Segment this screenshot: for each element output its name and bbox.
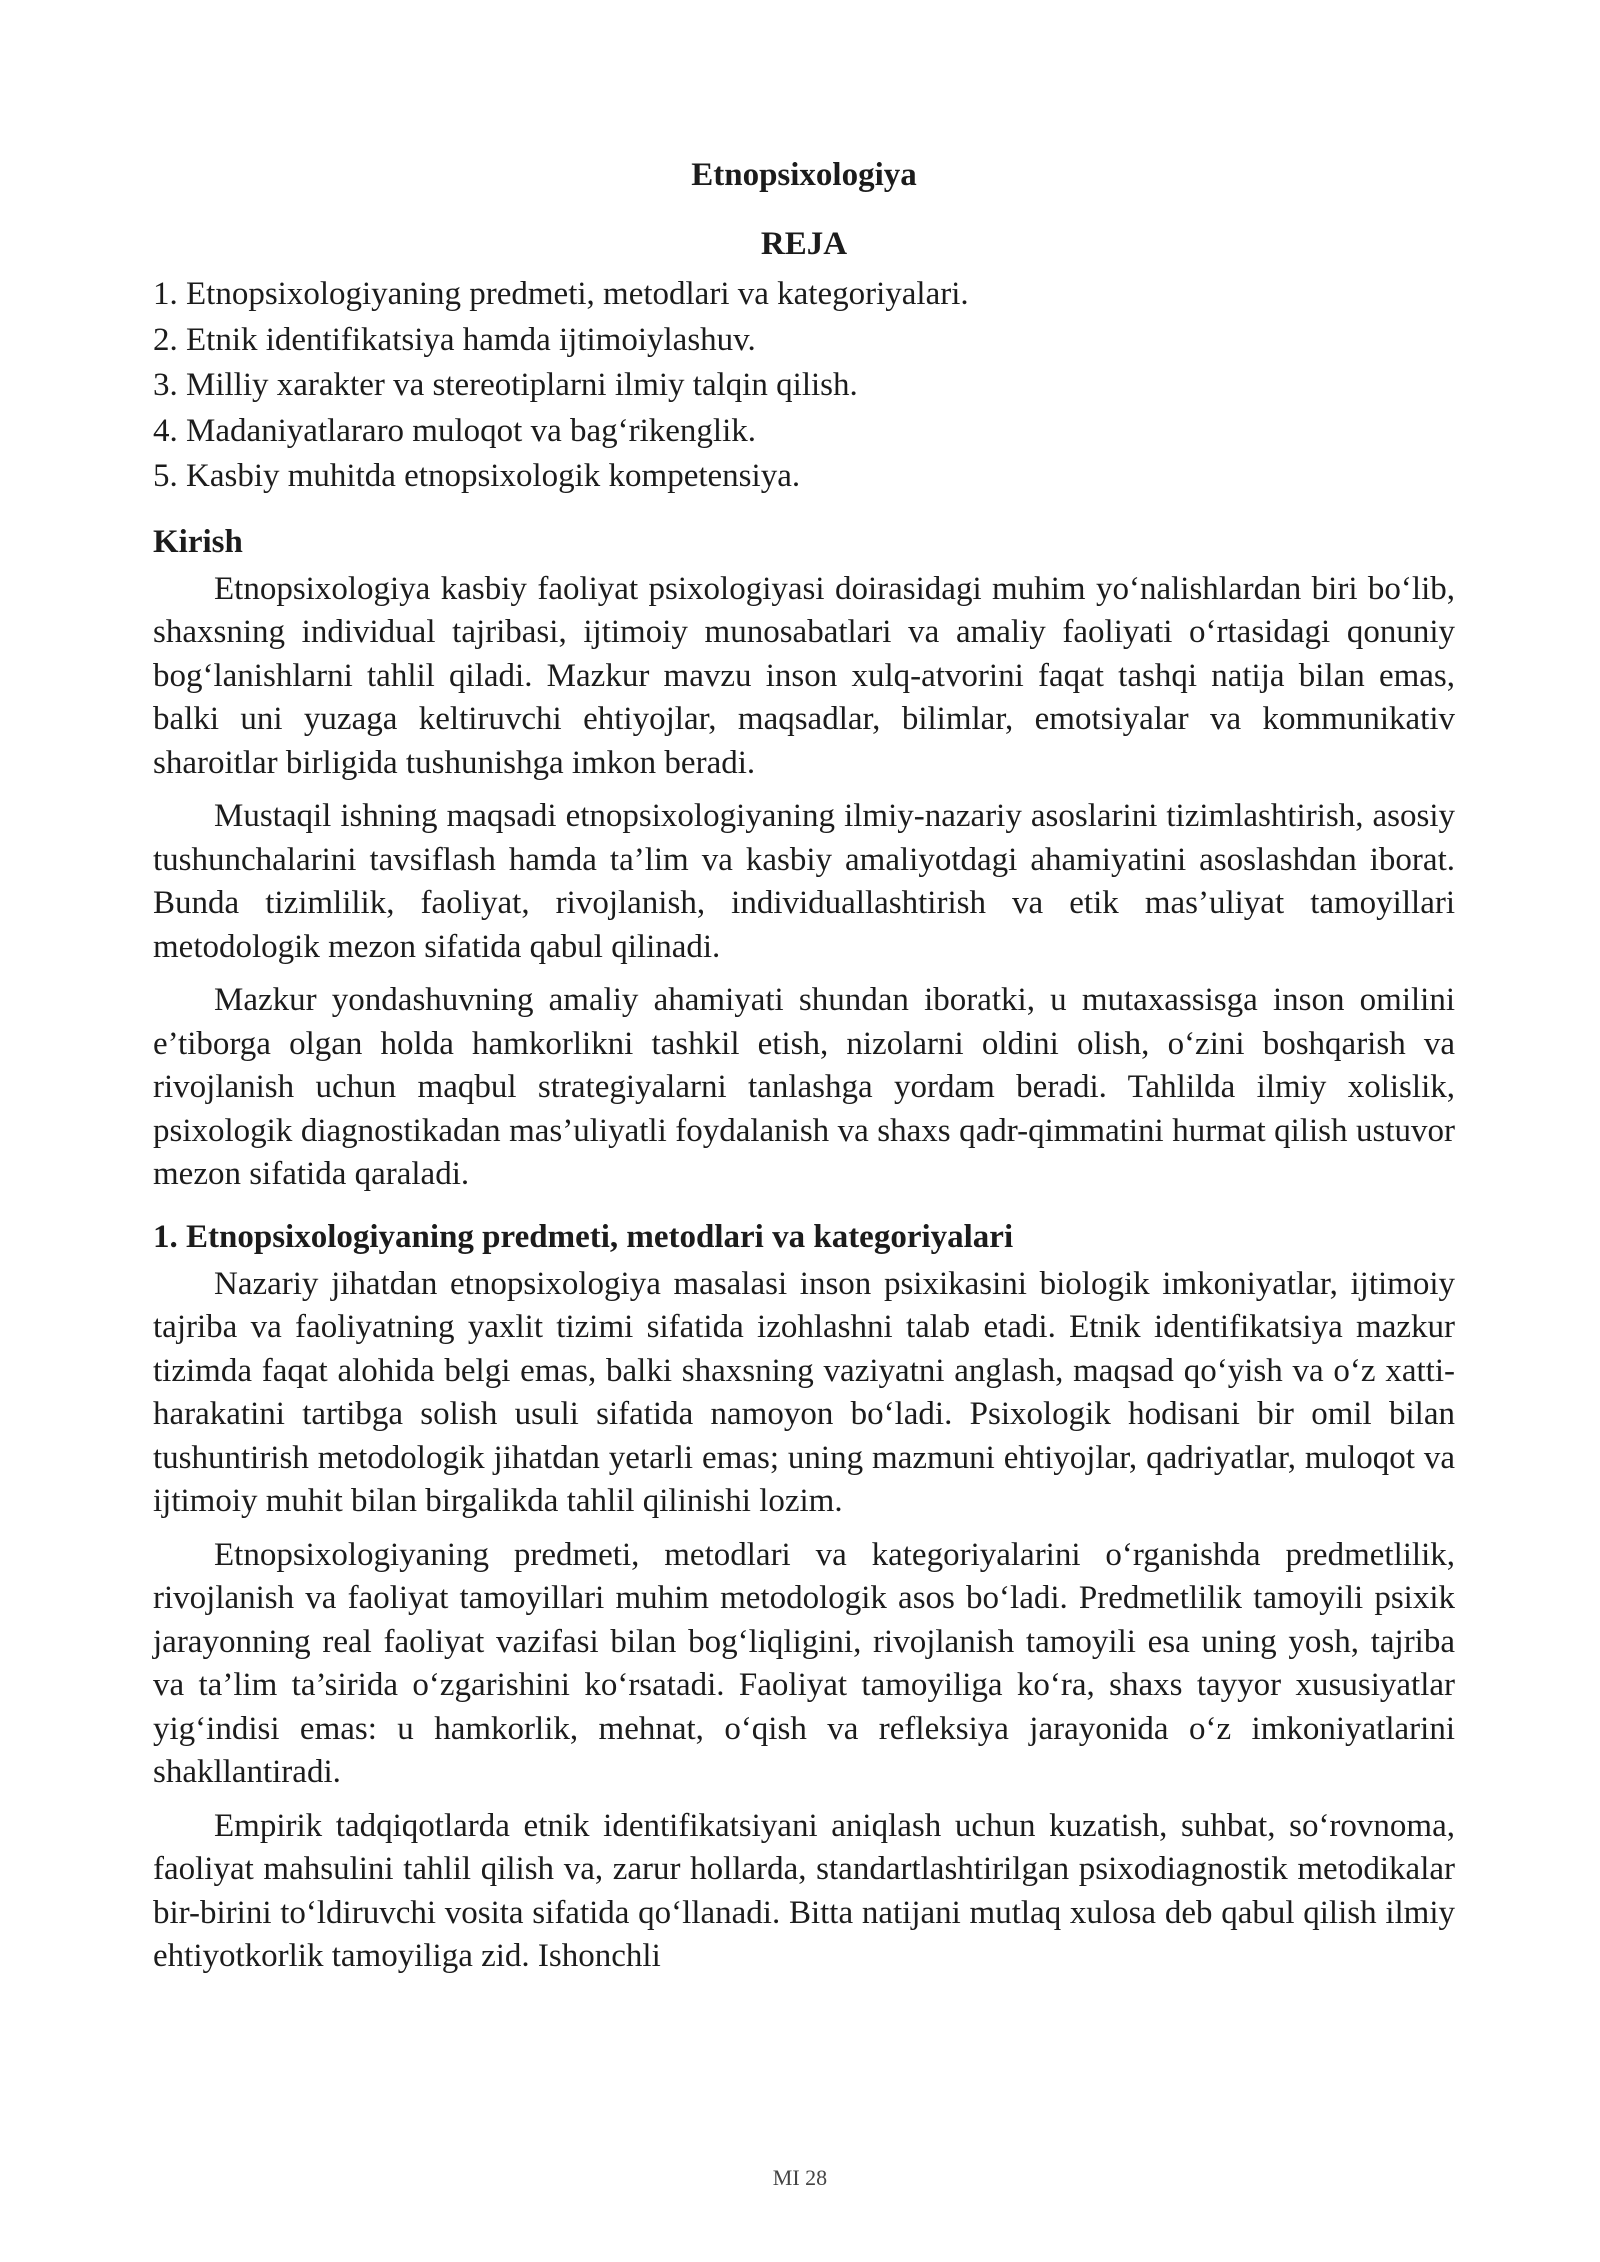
plan-item: 1. Etnopsixologiyaning predmeti, metodlari va kategoriyalari. bbox=[153, 276, 969, 312]
plan-item: 4. Madaniyatlararo muloqot va bag‘rikenglik. bbox=[153, 412, 756, 449]
plan-item: 3. Milliy xarakter va stereotiplarni ilmiy talqin qilish. bbox=[153, 367, 858, 403]
plan-list bbox=[153, 272, 1455, 500]
plan-title: REJA bbox=[760, 226, 848, 262]
section-paragraph: Etnopsixologiyaning predmeti, metodlari va kategoriyalarini o‘rganishda predmetlilik, rivojlanish va faoliyat tamoyillari muhim metodologik asos bo‘ladi. Predmetlilik tamoyili psixik jarayonning real faoliyat vazifasi bilan bog‘liqligini, rivojlanish tamoyili esa uning yosh, tajriba va ta’lim ta’sirida o‘zgarishini ko‘rsatadi. Faoliyat tamoyiliga ko‘ra, shaxs tayyor xususiyatlar yig‘indisi emas: u hamkorlik, mehnat, o‘qish va refleksiya jarayonida o‘z imkoniyatlarini shakllantiradi. bbox=[153, 1536, 1455, 1790]
section-paragraph: Empirik tadqiqotlarda etnik identifikatsiyani aniqlash uchun kuzatish, suhbat, so‘rovnoma, faoliyat mahsulini tahlil qilish va, zarur hollarda, standartlashtirilgan psixodiagnostik metodikalar bir-birini to‘ldiruvchi vosita sifatida qo‘llanadi. Bitta natijani mutlaq xulosa deb qabul qilish ilmiy ehtiyotkorlik tamoyiliga zid. Ishonchli bbox=[153, 1807, 1455, 1974]
intro-paragraph: Mazkur yondashuvning amaliy ahamiyati shundan iboratki, u mutaxassisga inson omilini e’tiborga olgan holda hamkorlikni tashkil etish, nizolarni oldini olish, o‘zini boshqarish va rivojlanish uchun maqbul strategiyalarni tanlashga yordam beradi. Tahlilda ilmiy xolislik, psixologik diagnostikadan mas’uliyatli foydalanish va shaxs qadr-qimmatini hurmat qilish ustuvor mezon sifatida qaraladi. bbox=[153, 982, 1455, 1192]
plan-item: 2. Etnik identifikatsiya hamda ijtimoiylashuv. bbox=[153, 321, 756, 358]
intro-paragraph: Etnopsixologiya kasbiy faoliyat psixologiyasi doirasidagi muhim yo‘nalishlardan biri bo‘lib, shaxsning individual tajribasi, ijtimoiy munosabatlari va amaliy faoliyati o‘rtasidagi qonuniy bog‘lanishlarni tahlil qiladi. Mazkur mavzu inson xulq-atvorini faqat tashqi natija bilan emas, balki uni yuzaga keltiruvchi ehtiyojlar, maqsadlar, bilimlar, emotsiyalar va kommunikativ sharoitlar birligida tushunishga imkon beradi. bbox=[153, 570, 1455, 781]
page-number: MI 28 bbox=[772, 2165, 828, 2190]
intro-heading: Kirish bbox=[153, 523, 243, 560]
document-title: Etnopsixologiya bbox=[691, 157, 917, 193]
section-heading: 1. Etnopsixologiyaning predmeti, metodlari va kategoriyalari bbox=[153, 1218, 1014, 1255]
intro-paragraph: Mustaqil ishning maqsadi etnopsixologiyaning ilmiy-nazariy asoslarini tizimlashtirish, asosiy tushunchalarini tavsiflash hamda ta’lim va kasbiy amaliyotdagi ahamiyatini asoslashdan iborat. Bunda tizimlilik, faoliyat, rivojlanish, individuallashtirish va etik mas’uliyat tamoyillari metodologik mezon sifatida qabul qilinadi. bbox=[153, 798, 1455, 965]
section-paragraph: Nazariy jihatdan etnopsixologiya masalasi inson psixikasini biologik imkoniyatlar, ijtimoiy tajriba va faoliyatning yaxlit tizimi sifatida izohlashni talab etadi. Etnik identifikatsiya mazkur tizimda faqat alohida belgi emas, balki shaxsning vaziyatni anglash, maqsad qo‘yish va o‘z xatti-harakatini tartibga solish usuli sifatida namoyon bo‘ladi. Psixologik hodisani bir omil bilan tushuntirish metodologik jihatdan yetarli emas; uning mazmuni ehtiyojlar, qadriyatlar, muloqot va ijtimoiy muhit bilan birgalikda tahlil qilinishi lozim. bbox=[153, 1265, 1455, 1519]
plan-item: 5. Kasbiy muhitda etnopsixologik kompetensiya. bbox=[153, 458, 801, 494]
